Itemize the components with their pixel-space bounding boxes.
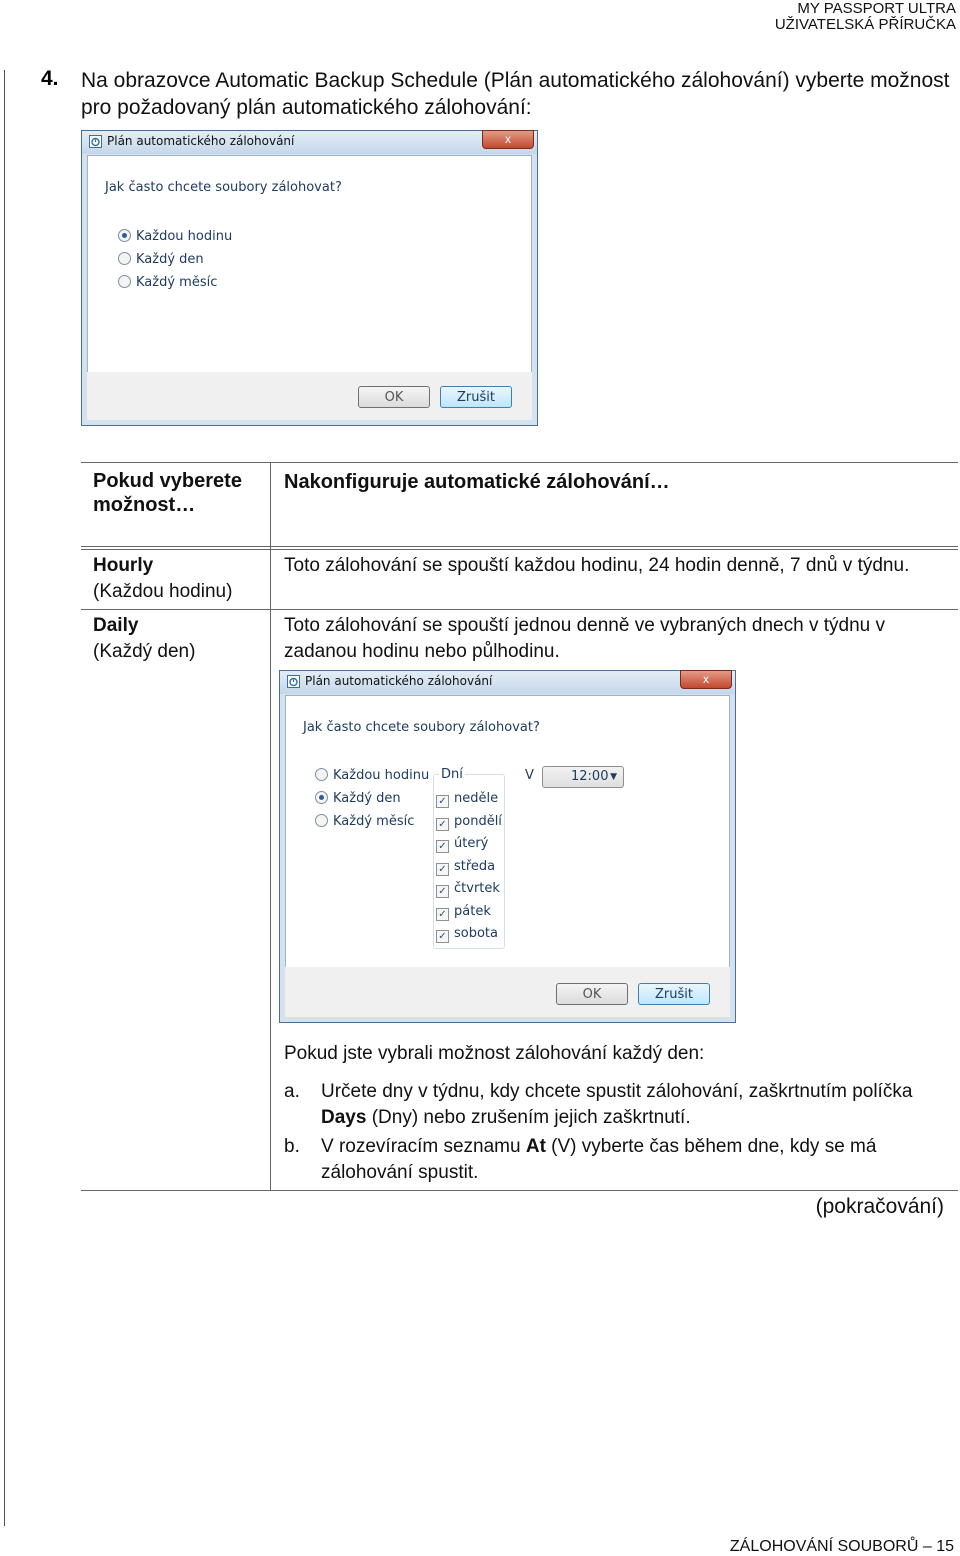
time-value: 12:00	[571, 769, 609, 784]
dialog-footer	[285, 967, 730, 1017]
checkbox-label: pátek	[454, 904, 491, 919]
check-icon: ✓	[436, 818, 449, 831]
row-option-name: Hourly	[93, 555, 154, 576]
radio-label: Každý den	[333, 791, 401, 806]
radio-label: Každou hodinu	[136, 229, 233, 244]
list-item-b	[321, 1134, 951, 1186]
list-marker-a: a.	[284, 1081, 300, 1102]
check-icon: ✓	[436, 863, 449, 876]
step-number: 4.	[41, 67, 59, 90]
table-header-option: Pokud vyberete možnost…	[93, 470, 242, 516]
dialog-question: Jak často chcete soubory zálohovat?	[303, 720, 540, 735]
footer-separator: –	[922, 1538, 932, 1555]
table-row-daily-name	[93, 613, 263, 665]
checkbox-monday[interactable]	[436, 814, 502, 831]
radio-daily[interactable]	[118, 252, 204, 267]
table-top-rule	[81, 462, 958, 463]
checkbox-label: neděle	[454, 791, 499, 806]
app-icon	[89, 135, 102, 148]
row-option-name: Daily	[93, 615, 139, 636]
app-icon	[287, 675, 300, 688]
checkbox-sunday[interactable]	[436, 791, 498, 808]
text-run: V rozevíracím seznamu	[321, 1136, 526, 1157]
close-icon[interactable]: x	[680, 670, 732, 689]
continued-note: (pokračování)	[815, 1195, 944, 1218]
left-margin-rule	[4, 70, 5, 1526]
table-row-rule	[81, 609, 958, 610]
schedule-dialog-daily	[279, 670, 736, 1023]
table-header-rule-2	[81, 549, 958, 550]
text-run: Určete dny v týdnu, kdy chcete spustit zálohování, zaškrtnutím políčka	[321, 1081, 913, 1102]
ui-term-at: At	[525, 1136, 546, 1157]
footer-section: ZÁLOHOVÁNÍ SOUBORŮ	[729, 1538, 919, 1555]
check-icon: ✓	[436, 840, 449, 853]
checkbox-saturday[interactable]	[436, 926, 498, 943]
table-row-hourly-desc: Toto zálohování se spouští každou hodinu, 24 hodin denně, 7 dnů v týdnu.	[284, 555, 910, 576]
step-text: Na obrazovce Automatic Backup Schedule (Plán automatického zálohování) vyberte možnost pro požadovaný plán automatického zálohování:	[81, 69, 950, 119]
checkbox-label: středa	[454, 859, 496, 874]
radio-dot	[118, 229, 131, 242]
checkbox-friday[interactable]	[436, 904, 491, 921]
check-icon: ✓	[436, 908, 449, 921]
radio-label: Každý den	[136, 252, 204, 267]
radio-label: Každou hodinu	[333, 768, 430, 783]
doc-header-product: MY PASSPORT ULTRA	[797, 0, 956, 17]
checkbox-wednesday[interactable]	[436, 859, 495, 876]
time-select[interactable]	[542, 766, 624, 788]
checkbox-label: čtvrtek	[454, 881, 500, 896]
daily-intro: Pokud jste vybrali možnost zálohování každý den:	[284, 1043, 705, 1064]
doc-header-guide: UŽIVATELSKÁ PŘÍRUČKA	[774, 16, 956, 33]
dialog-body	[285, 695, 730, 968]
table-column-rule	[270, 462, 271, 1191]
dialog-body	[87, 155, 532, 373]
dialog-title: Plán automatického zálohování	[107, 134, 295, 148]
check-icon: ✓	[436, 795, 449, 808]
table-bottom-rule	[81, 1190, 958, 1191]
table-row-hourly-name	[93, 553, 263, 605]
radio-label: Každý měsíc	[136, 275, 218, 290]
list-marker-b: b.	[284, 1136, 300, 1157]
radio-dot	[118, 275, 131, 288]
ui-term-days: Days	[321, 1107, 367, 1128]
table-row-daily-desc: Toto zálohování se spouští jednou denně ve vybraných dnech v týdnu v zadanou hodinu nebo půlhodinu.	[284, 615, 886, 662]
radio-dot	[315, 791, 328, 804]
checkbox-label: sobota	[454, 926, 498, 941]
radio-label: Každý měsíc	[333, 814, 415, 829]
ok-button[interactable]: OK	[556, 983, 628, 1005]
page-number: 15	[936, 1538, 954, 1555]
radio-dot	[315, 768, 328, 781]
checkbox-thursday[interactable]	[436, 881, 500, 898]
radio-dot	[315, 814, 328, 827]
dialog-footer	[87, 372, 532, 420]
radio-monthly[interactable]	[315, 814, 414, 829]
chevron-down-icon: ▼	[610, 772, 617, 782]
at-label: V	[525, 768, 534, 783]
radio-hourly[interactable]	[118, 229, 232, 244]
cancel-button[interactable]: Zrušit	[638, 983, 710, 1005]
days-label: Dní	[441, 767, 463, 782]
radio-hourly[interactable]	[315, 768, 429, 783]
schedule-dialog-hourly	[81, 130, 538, 426]
check-icon: ✓	[436, 930, 449, 943]
row-option-sub: (Každý den)	[93, 641, 196, 662]
text-run: (Dny) nebo zrušením jejich zaškrtnutí.	[366, 1107, 691, 1128]
ok-button[interactable]: OK	[358, 386, 430, 408]
checkbox-label: úterý	[454, 836, 489, 851]
table-header-rule	[81, 546, 958, 547]
row-option-sub: (Každou hodinu)	[93, 581, 233, 602]
radio-dot	[118, 252, 131, 265]
page-footer	[730, 1538, 954, 1556]
close-icon[interactable]: x	[482, 130, 534, 149]
checkbox-tuesday[interactable]	[436, 836, 488, 853]
dialog-question: Jak často chcete soubory zálohovat?	[105, 180, 342, 195]
radio-daily[interactable]	[315, 791, 401, 806]
list-item-a	[321, 1079, 951, 1131]
checkbox-label: pondělí	[454, 814, 502, 829]
text-run: (V) vyberte čas během dne, kdy se má zálohování spustit.	[321, 1136, 877, 1183]
check-icon: ✓	[436, 885, 449, 898]
table-header-config: Nakonfiguruje automatické zálohování…	[284, 471, 670, 493]
dialog-title: Plán automatického zálohování	[305, 674, 493, 688]
cancel-button[interactable]: Zrušit	[440, 386, 512, 408]
radio-monthly[interactable]	[118, 275, 217, 290]
